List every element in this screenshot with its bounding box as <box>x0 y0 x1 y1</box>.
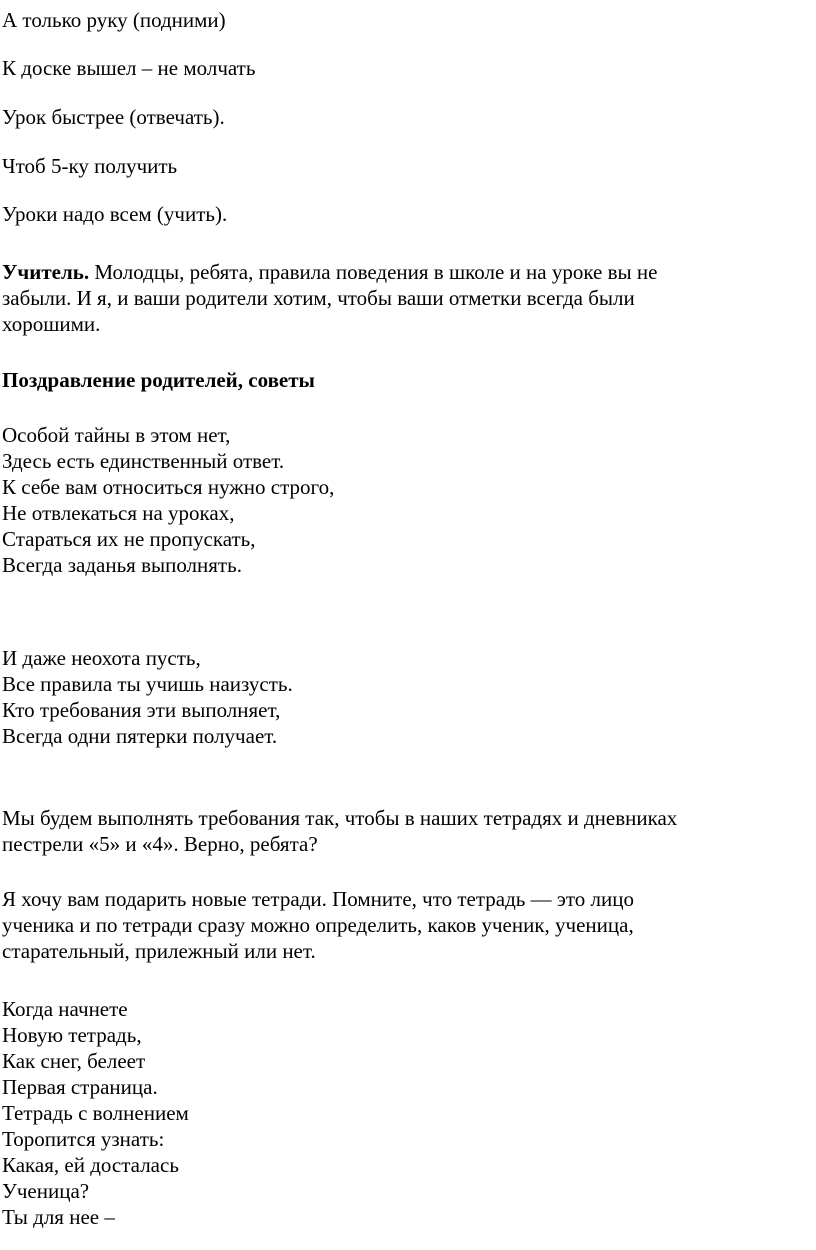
section-heading: Поздравление родителей, советы <box>2 368 315 392</box>
verse-3-line: Новую тетрадь, <box>2 1023 142 1047</box>
paragraph-line: старательный, прилежный или нет. <box>2 939 316 963</box>
verse-2-line: И даже неохота пусть, <box>2 646 201 670</box>
verse-2-line: Все правила ты учишь наизусть. <box>2 672 293 696</box>
verse-2 <box>2 645 802 749</box>
teacher-speech-line-2: забыли. И я, и ваши родители хотим, чтобы ваши отметки всегда были <box>2 286 635 310</box>
verse-1-line: Всегда заданья выполнять. <box>2 553 242 577</box>
paragraph-line: Мы будем выполнять требования так, чтобы в наших тетрадях и дневниках <box>2 806 678 830</box>
verse-3-line: Торопится узнать: <box>2 1127 165 1151</box>
paragraph-line: ученика и по тетради сразу можно определить, каков ученик, ученица, <box>2 913 634 937</box>
verse-2-line: Всегда одни пятерки получает. <box>2 724 278 748</box>
song-line-2: К доске вышел – не молчать <box>2 56 256 80</box>
verse-3-line: Тетрадь с волнением <box>2 1101 189 1125</box>
paragraph-notebooks <box>2 886 802 964</box>
verse-3-line: Ты для нее – <box>2 1205 115 1229</box>
verse-3 <box>2 996 802 1230</box>
verse-2-line: Кто требования эти выполняет, <box>2 698 281 722</box>
song-line-4: Чтоб 5-ку получить <box>2 154 178 178</box>
verse-3-line: Когда начнете <box>2 997 128 1021</box>
verse-1-line: Особой тайны в этом нет, <box>2 423 231 447</box>
verse-3-line: Как снег, белеет <box>2 1049 146 1073</box>
teacher-speech-line-3: хорошими. <box>2 312 101 336</box>
paragraph-requirements <box>2 805 802 857</box>
verse-1-line: Стараться их не пропускать, <box>2 527 256 551</box>
song-line-3: Урок быстрее (отвечать). <box>2 105 225 129</box>
verse-3-line: Какая, ей досталась <box>2 1153 179 1177</box>
paragraph-line: пестрели «5» и «4». Верно, ребята? <box>2 832 318 856</box>
verse-3-line: Ученица? <box>2 1179 90 1203</box>
teacher-speech <box>2 259 802 337</box>
verse-1 <box>2 422 802 578</box>
teacher-speech-text: Молодцы, ребята, правила поведения в школе и на уроке вы не <box>89 260 658 284</box>
verse-1-line: Здесь есть единственный ответ. <box>2 449 285 473</box>
song-line-5: Уроки надо всем (учить). <box>2 202 228 226</box>
verse-1-line: К себе вам относиться нужно строго, <box>2 475 335 499</box>
paragraph-line: Я хочу вам подарить новые тетради. Помните, что тетрадь — это лицо <box>2 887 634 911</box>
verse-3-line: Первая страница. <box>2 1075 158 1099</box>
speaker-label: Учитель. <box>2 260 90 284</box>
teacher-speech-line-1 <box>2 259 802 285</box>
verse-1-line: Не отвлекаться на уроках, <box>2 501 235 525</box>
song-line-1: А только руку (подними) <box>2 8 226 32</box>
